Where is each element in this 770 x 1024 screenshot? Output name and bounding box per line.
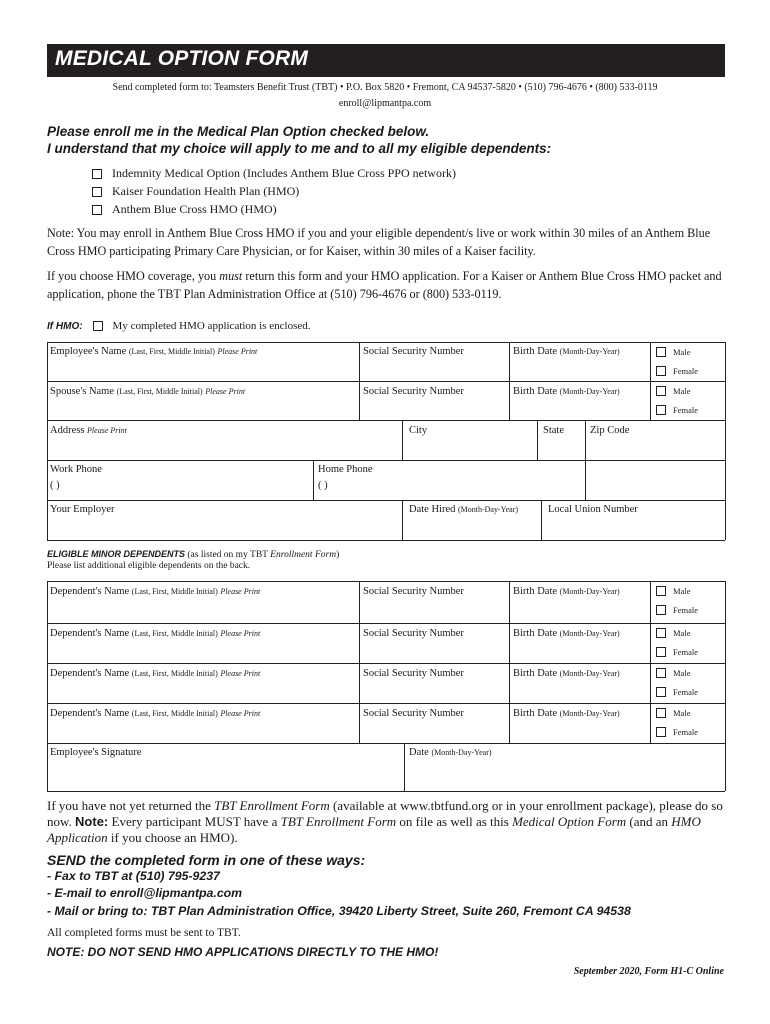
form-title: MEDICAL OPTION FORM (55, 47, 309, 70)
dependent-3-female[interactable]: Female (656, 687, 698, 697)
send-fax: - Fax to TBT at (510) 795-9237 (47, 869, 220, 883)
option-anthem-hmo-label: Anthem Blue Cross HMO (HMO) (112, 202, 277, 216)
dependent-1-female[interactable]: Female (656, 605, 698, 615)
dependents-heading: ELIGIBLE MINOR DEPENDENTS (as listed on my TBT Enrollment Form) (47, 549, 340, 560)
send-email: - E-mail to enroll@lipmantpa.com (47, 886, 243, 900)
spouse-female[interactable]: Female (656, 405, 698, 415)
dependent-1-birthdate-field[interactable]: Birth Date (Month-Day-Year) (513, 586, 620, 597)
employee-female-checkbox[interactable] (656, 366, 666, 376)
enroll-heading-2: I understand that my choice will apply to me and to all my eligible dependents: (47, 141, 552, 156)
spouse-female-checkbox[interactable] (656, 405, 666, 415)
spouse-male-checkbox[interactable] (656, 386, 666, 396)
option-indemnity[interactable] (92, 166, 456, 181)
option-indemnity-checkbox[interactable] (92, 169, 102, 179)
send-heading: SEND the completed form in one of these ways: (47, 852, 366, 868)
dependent-2-female[interactable]: Female (656, 647, 698, 657)
dependent-4-male[interactable]: Male (656, 708, 690, 718)
date-hired-field[interactable]: Date Hired (Month-Day-Year) (409, 504, 519, 515)
work-phone-area: ( ) (50, 480, 60, 491)
home-phone-field[interactable]: Home Phone (318, 464, 373, 475)
option-kaiser[interactable] (92, 184, 299, 199)
dependent-1-male[interactable]: Male (656, 586, 690, 596)
spouse-male[interactable]: Male (656, 386, 690, 396)
note-eligibility: Note: You may enroll in Anthem Blue Cross HMO if you and your eligible dependent/s live or work within 30 miles of an Anthem Blue Cross HMO participating Primary Care Physician, or for Kaiser, within 30 miles of a Kaiser facility. (47, 226, 711, 258)
dependent-1-male-checkbox[interactable] (656, 586, 666, 596)
dependent-3-birthdate-field[interactable]: Birth Date (Month-Day-Year) (513, 668, 620, 679)
dependent-2-birthdate-field[interactable]: Birth Date (Month-Day-Year) (513, 628, 620, 639)
signature-field[interactable]: Employee's Signature (50, 747, 142, 758)
dependent-4-female-checkbox[interactable] (656, 727, 666, 737)
option-kaiser-checkbox[interactable] (92, 187, 102, 197)
local-union-field[interactable]: Local Union Number (548, 504, 638, 515)
dependent-2-male[interactable]: Male (656, 628, 690, 638)
dependent-3-ssn-field[interactable]: Social Security Number (363, 668, 464, 679)
send-address-line: Send completed form to: Teamsters Benefit Trust (TBT) • P.O. Box 5820 • Fremont, CA 94537-5820 • (510) 796-4676 • (800) 533-0119 (112, 82, 658, 93)
option-indemnity-label: Indemnity Medical Option (Includes Anthem Blue Cross PPO network) (112, 166, 456, 180)
if-hmo-row (47, 320, 311, 332)
signature-date-field[interactable]: Date (Month-Day-Year) (409, 747, 492, 758)
dependent-3-male-checkbox[interactable] (656, 668, 666, 678)
dependent-3-name-field[interactable]: Dependent's Name (Last, First, Middle Initial) Please Print (50, 668, 261, 679)
dependent-2-ssn-field[interactable]: Social Security Number (363, 628, 464, 639)
hmo-enclosed-checkbox[interactable] (93, 321, 103, 331)
all-forms-note: All completed forms must be sent to TBT. (47, 927, 241, 939)
option-anthem-hmo-checkbox[interactable] (92, 205, 102, 215)
address-field[interactable]: Address Please Print (50, 425, 127, 436)
title-banner (47, 44, 725, 77)
dependent-2-female-checkbox[interactable] (656, 647, 666, 657)
hmo-warning: NOTE: DO NOT SEND HMO APPLICATIONS DIRECTLY TO THE HMO! (47, 945, 439, 959)
enrollment-reminder: If you have not yet returned the TBT Enrollment Form (available at www.tbtfund.org or in your enrollment package), please do so now. Note: Every participant MUST have a TBT Enrollment Form on file as well as this Medical Option Form (and an HMO Application if you choose an HMO). (47, 798, 723, 845)
city-field[interactable]: City (409, 425, 428, 436)
employee-name-field[interactable]: Employee's Name (Last, First, Middle Initial) Please Print (50, 346, 258, 357)
dependent-4-birthdate-field[interactable]: Birth Date (Month-Day-Year) (513, 708, 620, 719)
hmo-enclosed-text: My completed HMO application is enclosed. (112, 320, 311, 332)
dependent-2-name-field[interactable]: Dependent's Name (Last, First, Middle Initial) Please Print (50, 628, 261, 639)
dependent-1-ssn-field[interactable]: Social Security Number (363, 586, 464, 597)
state-field[interactable]: State (543, 425, 564, 436)
employee-birthdate-field[interactable]: Birth Date (Month-Day-Year) (513, 346, 620, 357)
spouse-birthdate-field[interactable]: Birth Date (Month-Day-Year) (513, 386, 620, 397)
spouse-ssn-field[interactable]: Social Security Number (363, 386, 464, 397)
option-anthem-hmo[interactable] (92, 202, 277, 217)
employee-ssn-field[interactable]: Social Security Number (363, 346, 464, 357)
form-number: September 2020, Form H1-C Online (573, 966, 724, 977)
dependent-4-ssn-field[interactable]: Social Security Number (363, 708, 464, 719)
dependent-1-name-field[interactable]: Dependent's Name (Last, First, Middle Initial) Please Print (50, 586, 261, 597)
if-hmo-label: If HMO: (47, 320, 83, 332)
dependent-4-female[interactable]: Female (656, 727, 698, 737)
dependent-2-male-checkbox[interactable] (656, 628, 666, 638)
employee-female[interactable]: Female (656, 366, 698, 376)
send-mail: - Mail or bring to: TBT Plan Administration Office, 39420 Liberty Street, Suite 260, Fremont CA 94538 (47, 904, 631, 918)
send-email-line: enroll@lipmantpa.com (338, 98, 432, 109)
note-hmo-coverage: If you choose HMO coverage, you must return this form and your HMO application. For a Kaiser or Anthem Blue Cross HMO packet and application, phone the TBT Plan Administration Office at (510) 796-4676 or (800) 533-0119. (47, 269, 722, 301)
dependent-1-female-checkbox[interactable] (656, 605, 666, 615)
zip-field[interactable]: Zip Code (590, 425, 630, 436)
dependent-4-male-checkbox[interactable] (656, 708, 666, 718)
employer-field[interactable]: Your Employer (50, 504, 115, 515)
option-kaiser-label: Kaiser Foundation Health Plan (HMO) (112, 184, 300, 198)
dependent-3-male[interactable]: Male (656, 668, 690, 678)
dependent-4-name-field[interactable]: Dependent's Name (Last, First, Middle Initial) Please Print (50, 708, 261, 719)
dependent-3-female-checkbox[interactable] (656, 687, 666, 697)
employee-male-checkbox[interactable] (656, 347, 666, 357)
dependents-subheading: Please list additional eligible dependents on the back. (47, 561, 251, 571)
enroll-heading-1: Please enroll me in the Medical Plan Option checked below. (47, 124, 430, 139)
employee-male[interactable]: Male (656, 347, 690, 357)
home-phone-area: ( ) (318, 480, 328, 491)
work-phone-field[interactable]: Work Phone (50, 464, 102, 475)
spouse-name-field[interactable]: Spouse's Name (Last, First, Middle Initial) Please Print (50, 386, 246, 397)
